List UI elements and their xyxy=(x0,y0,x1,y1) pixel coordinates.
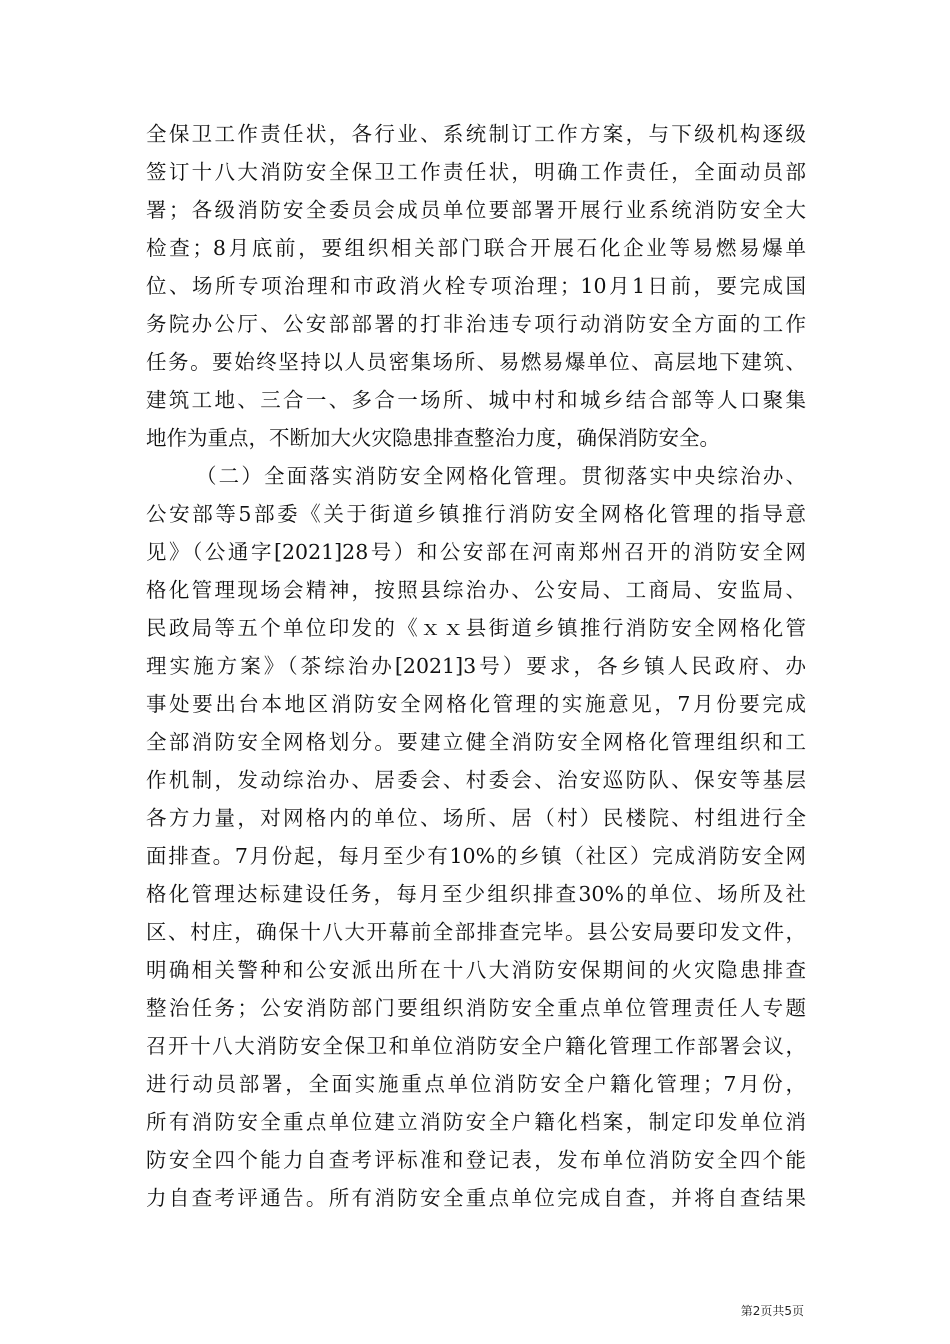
text-line: 位、场所专项治理和市政消火栓专项治理；10月1日前，要完成国 xyxy=(146,274,806,298)
text-line: 明确相关警种和公安派出所在十八大消防安保期间的火灾隐患排查 xyxy=(146,958,806,982)
text-line: 检查；8月底前，要组织相关部门联合开展石化企业等易燃易爆单 xyxy=(146,236,806,260)
text-line: 务院办公厅、公安部部署的打非治违专项行动消防安全方面的工作 xyxy=(146,312,806,336)
text-line: 各方力量，对网格内的单位、场所、居（村）民楼院、村组进行全 xyxy=(146,806,806,830)
text-line: 签订十八大消防安全保卫工作责任状，明确工作责任，全面动员部 xyxy=(146,160,806,184)
text-line: 公安部等5部委《关于街道乡镇推行消防安全网格化管理的指导意 xyxy=(146,502,806,526)
text-line: 格化管理达标建设任务，每月至少组织排查30%的单位、场所及社 xyxy=(146,882,806,906)
text-line: 民政局等五个单位印发的《ｘｘ县街道乡镇推行消防安全网格化管 xyxy=(146,616,806,640)
text-line: 作机制，发动综治办、居委会、村委会、治安巡防队、保安等基层 xyxy=(146,768,806,792)
text-line: 进行动员部署，全面实施重点单位消防安全户籍化管理；7月份， xyxy=(146,1072,806,1096)
text-line: 全部消防安全网格划分。要建立健全消防安全网格化管理组织和工 xyxy=(146,730,806,754)
page-number: 第2页共5页 xyxy=(740,1304,804,1318)
text-line: 署；各级消防安全委员会成员单位要部署开展行业系统消防安全大 xyxy=(146,198,806,222)
text-line: 整治任务；公安消防部门要组织消防安全重点单位管理责任人专题 xyxy=(146,996,806,1020)
text-line: 事处要出台本地区消防安全网格化管理的实施意见，7月份要完成 xyxy=(146,692,806,716)
text-line: 全保卫工作责任状，各行业、系统制订工作方案，与下级机构逐级 xyxy=(146,122,806,146)
text-line: 见》（公通字[2021]28号）和公安部在河南郑州召开的消防安全网 xyxy=(146,540,806,564)
paragraph-heading-line: （二）全面落实消防安全网格化管理。贯彻落实中央综治办、 xyxy=(196,464,806,488)
text-line: 理实施方案》（茶综治办[2021]3号）要求，各乡镇人民政府、办 xyxy=(146,654,806,678)
text-line: 任务。要始终坚持以人员密集场所、易燃易爆单位、高层地下建筑、 xyxy=(146,350,806,374)
text-line: 区、村庄，确保十八大开幕前全部排查完毕。县公安局要印发文件， xyxy=(146,920,806,944)
text-line: 建筑工地、三合一、多合一场所、城中村和城乡结合部等人口聚集 xyxy=(146,388,806,412)
text-line: 格化管理现场会精神，按照县综治办、公安局、工商局、安监局、 xyxy=(146,578,806,602)
text-line: 所有消防安全重点单位建立消防安全户籍化档案，制定印发单位消 xyxy=(146,1110,806,1134)
text-line: 面排查。7月份起，每月至少有10%的乡镇（社区）完成消防安全网 xyxy=(146,844,806,868)
text-line: 力自查考评通告。所有消防安全重点单位完成自查，并将自查结果 xyxy=(146,1186,806,1210)
text-line: 召开十八大消防安全保卫和单位消防安全户籍化管理工作部署会议， xyxy=(146,1034,806,1058)
text-line: 防安全四个能力自查考评标准和登记表，发布单位消防安全四个能 xyxy=(146,1148,806,1172)
text-line: 地作为重点，不断加大火灾隐患排查整治力度，确保消防安全。 xyxy=(146,426,720,450)
